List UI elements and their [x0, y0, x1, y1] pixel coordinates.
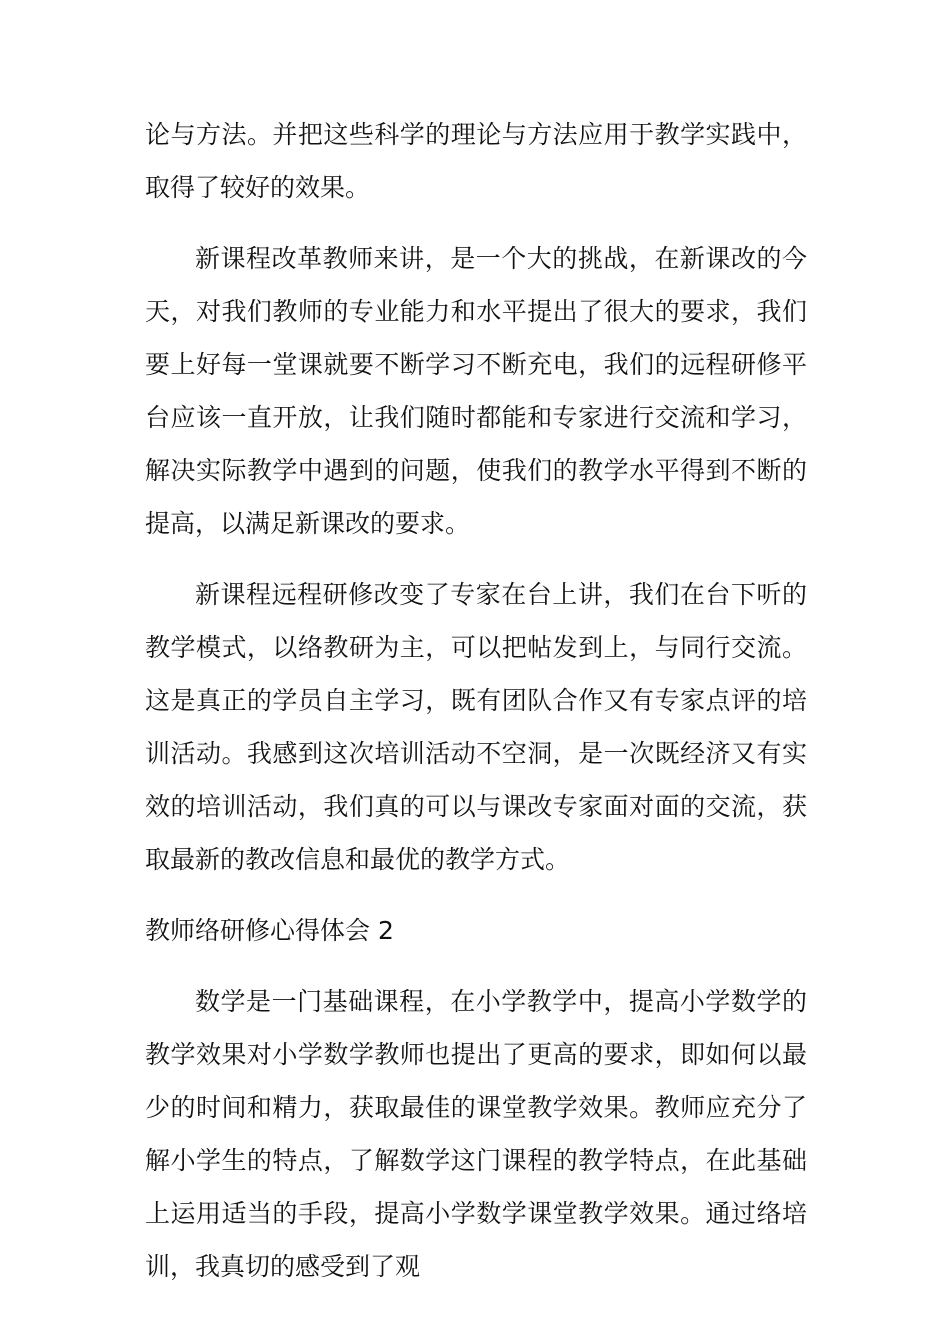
paragraph-curriculum-reform: 新课程改革教师来讲，是一个大的挑战，在新课改的今天，对我们教师的专业能力和水平提出了很大的要求，我们要上好每一堂课就要不断学习不断充电，我们的远程研修平台应该一直开放，让我们随时都能和专家进行交流和学习，解决实际教学中遇到的问题，使我们的教学水平得到不断的提高，以满足新课改的要求。	[145, 244, 807, 538]
document-body	[145, 108, 807, 1311]
paragraph-remote-training: 新课程远程研修改变了专家在台上讲，我们在台下听的教学模式，以络教研为主，可以把帖发到上，与同行交流。这是真正的学员自主学习，既有团队合作又有专家点评的培训活动。我感到这次培训活动不空洞，是一次既经济又有实效的培训活动，我们真的可以与课改专家面对面的交流，获取最新的教改信息和最优的教学方式。	[145, 580, 807, 874]
section-heading: 教师络研修心得体会 2	[145, 916, 394, 945]
paragraph-math-teaching: 数学是一门基础课程，在小学教学中，提高小学数学的教学效果对小学数学教师也提出了更高的要求，即如何以最少的时间和精力，获取最佳的课堂教学效果。教师应充分了解小学生的特点，了解数学这门课程的教学特点，在此基础上运用适当的手段，提高小学数学课堂教学效果。通过络培训，我真切的感受到了观	[145, 987, 807, 1281]
paragraph-continuation: 论与方法。并把这些科学的理论与方法应用于教学实践中，取得了较好的效果。	[145, 120, 807, 202]
